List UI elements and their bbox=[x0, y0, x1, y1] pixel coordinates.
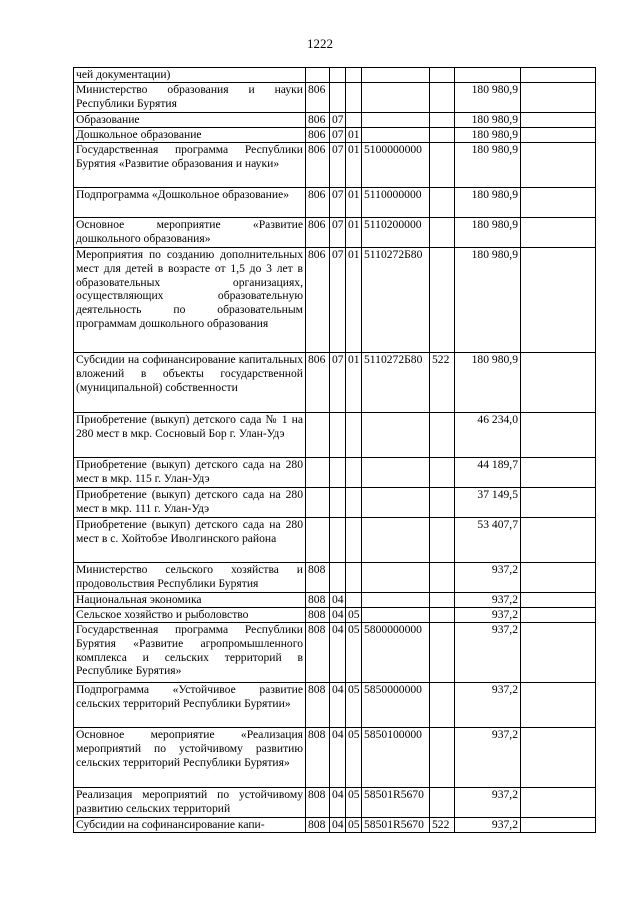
subsection-code: 01 bbox=[346, 218, 362, 248]
table-row bbox=[74, 593, 596, 608]
ministry-code: 808 bbox=[306, 608, 330, 623]
amount: 937,2 bbox=[455, 608, 521, 623]
row-name: Подпрограмма «Дошкольное образование» bbox=[74, 188, 306, 218]
amount: 37 149,5 bbox=[455, 488, 521, 518]
expense-type-code bbox=[430, 143, 455, 188]
section-code: 04 bbox=[330, 623, 346, 683]
subsection-code: 01 bbox=[346, 188, 362, 218]
extra-cell bbox=[521, 188, 596, 218]
table-row bbox=[74, 83, 596, 113]
expense-type-code bbox=[430, 413, 455, 458]
subsection-code bbox=[346, 113, 362, 128]
row-name: Национальная экономика bbox=[74, 593, 306, 608]
subsection-code: 01 bbox=[346, 143, 362, 188]
ministry-code: 806 bbox=[306, 143, 330, 188]
extra-cell bbox=[521, 218, 596, 248]
subsection-code: 05 bbox=[346, 683, 362, 728]
subsection-code: 01 bbox=[346, 128, 362, 143]
expense-type-code bbox=[430, 563, 455, 593]
table-row bbox=[74, 623, 596, 683]
amount: 937,2 bbox=[455, 683, 521, 728]
ministry-code: 806 bbox=[306, 188, 330, 218]
subsection-code: 05 bbox=[346, 788, 362, 818]
subsection-code: 05 bbox=[346, 623, 362, 683]
expense-type-code bbox=[430, 188, 455, 218]
table-row bbox=[74, 353, 596, 413]
table-row bbox=[74, 128, 596, 143]
extra-cell bbox=[521, 623, 596, 683]
subsection-code: 05 bbox=[346, 728, 362, 788]
ministry-code: 808 bbox=[306, 788, 330, 818]
row-name: Приобретение (выкуп) детского сада на 280 мест в мкр. 115 г. Улан-Удэ bbox=[74, 458, 306, 488]
ministry-code: 808 bbox=[306, 563, 330, 593]
section-code: 04 bbox=[330, 728, 346, 788]
section-code: 07 bbox=[330, 113, 346, 128]
expense-type-code bbox=[430, 683, 455, 728]
amount: 46 234,0 bbox=[455, 413, 521, 458]
amount: 180 980,9 bbox=[455, 128, 521, 143]
table-row bbox=[74, 728, 596, 788]
subsection-code: 01 bbox=[346, 353, 362, 413]
amount: 180 980,9 bbox=[455, 248, 521, 353]
target-article-code bbox=[362, 518, 430, 563]
ministry-code: 806 bbox=[306, 248, 330, 353]
table-row bbox=[74, 218, 596, 248]
amount: 180 980,9 bbox=[455, 218, 521, 248]
table-row bbox=[74, 143, 596, 188]
table-row bbox=[74, 788, 596, 818]
section-code: 07 bbox=[330, 128, 346, 143]
subsection-code bbox=[346, 68, 362, 83]
table-row bbox=[74, 488, 596, 518]
page-number: 1222 bbox=[307, 36, 333, 51]
section-code bbox=[330, 563, 346, 593]
table-row bbox=[74, 248, 596, 353]
row-name: Основное мероприятие «Реализация мероприятий по устойчивому развитию сельских территорий Республики Бурятия» bbox=[74, 728, 306, 788]
row-name: Сельское хозяйство и рыболовство bbox=[74, 608, 306, 623]
amount bbox=[455, 68, 521, 83]
extra-cell bbox=[521, 248, 596, 353]
target-article-code bbox=[362, 488, 430, 518]
row-name: Дошкольное образование bbox=[74, 128, 306, 143]
target-article-code bbox=[362, 413, 430, 458]
row-name: Министерство сельского хозяйства и продовольствия Республики Бурятия bbox=[74, 563, 306, 593]
subsection-code bbox=[346, 563, 362, 593]
budget-table-body bbox=[74, 68, 596, 833]
section-code: 04 bbox=[330, 608, 346, 623]
section-code bbox=[330, 458, 346, 488]
section-code: 07 bbox=[330, 218, 346, 248]
extra-cell bbox=[521, 458, 596, 488]
row-name: Реализация мероприятий по устойчивому развитию сельских территорий bbox=[74, 788, 306, 818]
expense-type-code bbox=[430, 248, 455, 353]
ministry-code: 806 bbox=[306, 83, 330, 113]
expense-type-code bbox=[430, 218, 455, 248]
target-article-code: 5110200000 bbox=[362, 218, 430, 248]
section-code: 04 bbox=[330, 788, 346, 818]
section-code: 07 bbox=[330, 353, 346, 413]
target-article-code: 58501R5670 bbox=[362, 788, 430, 818]
extra-cell bbox=[521, 728, 596, 788]
expense-type-code bbox=[430, 623, 455, 683]
section-code: 07 bbox=[330, 188, 346, 218]
table-row bbox=[74, 68, 596, 83]
ministry-code: 806 bbox=[306, 353, 330, 413]
budget-table bbox=[73, 67, 596, 833]
amount: 937,2 bbox=[455, 818, 521, 833]
target-article-code bbox=[362, 563, 430, 593]
section-code: 04 bbox=[330, 683, 346, 728]
ministry-code: 806 bbox=[306, 113, 330, 128]
amount: 180 980,9 bbox=[455, 143, 521, 188]
subsection-code: 05 bbox=[346, 818, 362, 833]
row-name: Приобретение (выкуп) детского сада на 280 мест в мкр. 111 г. Улан-Удэ bbox=[74, 488, 306, 518]
table-row bbox=[74, 458, 596, 488]
ministry-code bbox=[306, 518, 330, 563]
subsection-code bbox=[346, 413, 362, 458]
row-name: Образование bbox=[74, 113, 306, 128]
table-row bbox=[74, 188, 596, 218]
target-article-code: 5800000000 bbox=[362, 623, 430, 683]
extra-cell bbox=[521, 608, 596, 623]
target-article-code: 5850100000 bbox=[362, 728, 430, 788]
row-name: Государственная программа Республики Бурятия «Развитие агропромышленного комплекса и сельских территорий в Республике Бурятия» bbox=[74, 623, 306, 683]
section-code: 04 bbox=[330, 818, 346, 833]
expense-type-code bbox=[430, 488, 455, 518]
subsection-code bbox=[346, 83, 362, 113]
target-article-code: 5850000000 bbox=[362, 683, 430, 728]
row-name: Основное мероприятие «Развитие дошкольного образования» bbox=[74, 218, 306, 248]
extra-cell bbox=[521, 818, 596, 833]
subsection-code: 01 bbox=[346, 248, 362, 353]
row-name: Приобретение (выкуп) детского сада на 280 мест в с. Хойтобэе Иволгинского района bbox=[74, 518, 306, 563]
extra-cell bbox=[521, 683, 596, 728]
table-row bbox=[74, 608, 596, 623]
target-article-code: 5110272Б80 bbox=[362, 248, 430, 353]
expense-type-code bbox=[430, 518, 455, 563]
amount: 937,2 bbox=[455, 728, 521, 788]
row-name: Субсидии на софинансирование капи- bbox=[74, 818, 306, 833]
ministry-code bbox=[306, 458, 330, 488]
table-row bbox=[74, 518, 596, 563]
section-code bbox=[330, 68, 346, 83]
extra-cell bbox=[521, 83, 596, 113]
amount: 937,2 bbox=[455, 623, 521, 683]
subsection-code bbox=[346, 458, 362, 488]
expense-type-code bbox=[430, 728, 455, 788]
section-code bbox=[330, 518, 346, 563]
row-name: чей документации) bbox=[74, 68, 306, 83]
expense-type-code: 522 bbox=[430, 818, 455, 833]
row-name: Министерство образования и науки Республики Бурятия bbox=[74, 83, 306, 113]
section-code bbox=[330, 413, 346, 458]
subsection-code bbox=[346, 488, 362, 518]
extra-cell bbox=[521, 68, 596, 83]
extra-cell bbox=[521, 413, 596, 458]
expense-type-code: 522 bbox=[430, 353, 455, 413]
amount: 937,2 bbox=[455, 788, 521, 818]
target-article-code: 5110000000 bbox=[362, 188, 430, 218]
subsection-code bbox=[346, 593, 362, 608]
target-article-code: 58501R5670 bbox=[362, 818, 430, 833]
ministry-code: 808 bbox=[306, 593, 330, 608]
ministry-code bbox=[306, 488, 330, 518]
section-code bbox=[330, 488, 346, 518]
target-article-code: 5110272Б80 bbox=[362, 353, 430, 413]
expense-type-code bbox=[430, 458, 455, 488]
expense-type-code bbox=[430, 593, 455, 608]
expense-type-code bbox=[430, 68, 455, 83]
target-article-code bbox=[362, 83, 430, 113]
target-article-code: 5100000000 bbox=[362, 143, 430, 188]
amount: 180 980,9 bbox=[455, 113, 521, 128]
row-name: Приобретение (выкуп) детского сада № 1 на 280 мест в мкр. Сосновый Бор г. Улан-Удэ bbox=[74, 413, 306, 458]
ministry-code: 808 bbox=[306, 818, 330, 833]
expense-type-code bbox=[430, 113, 455, 128]
amount: 180 980,9 bbox=[455, 188, 521, 218]
extra-cell bbox=[521, 788, 596, 818]
extra-cell bbox=[521, 518, 596, 563]
row-name: Государственная программа Республики Бурятия «Развитие образования и науки» bbox=[74, 143, 306, 188]
row-name: Подпрограмма «Устойчивое развитие сельских территорий Республики Бурятии» bbox=[74, 683, 306, 728]
expense-type-code bbox=[430, 128, 455, 143]
section-code bbox=[330, 83, 346, 113]
extra-cell bbox=[521, 143, 596, 188]
expense-type-code bbox=[430, 608, 455, 623]
expense-type-code bbox=[430, 83, 455, 113]
amount: 937,2 bbox=[455, 563, 521, 593]
target-article-code bbox=[362, 458, 430, 488]
target-article-code bbox=[362, 593, 430, 608]
subsection-code: 05 bbox=[346, 608, 362, 623]
extra-cell bbox=[521, 113, 596, 128]
target-article-code bbox=[362, 608, 430, 623]
table-row bbox=[74, 113, 596, 128]
table-row bbox=[74, 818, 596, 833]
extra-cell bbox=[521, 488, 596, 518]
extra-cell bbox=[521, 563, 596, 593]
ministry-code: 808 bbox=[306, 728, 330, 788]
table-row bbox=[74, 683, 596, 728]
section-code: 07 bbox=[330, 143, 346, 188]
section-code: 04 bbox=[330, 593, 346, 608]
ministry-code bbox=[306, 413, 330, 458]
row-name: Мероприятия по созданию дополнительных мест для детей в возрасте от 1,5 до 3 лет в образовательных организациях, осуществляющих образовательную деятельность по образовательным программам дошкольного образования bbox=[74, 248, 306, 353]
section-code: 07 bbox=[330, 248, 346, 353]
target-article-code bbox=[362, 113, 430, 128]
ministry-code: 806 bbox=[306, 128, 330, 143]
ministry-code: 808 bbox=[306, 683, 330, 728]
target-article-code bbox=[362, 128, 430, 143]
extra-cell bbox=[521, 353, 596, 413]
amount: 53 407,7 bbox=[455, 518, 521, 563]
amount: 180 980,9 bbox=[455, 83, 521, 113]
target-article-code bbox=[362, 68, 430, 83]
ministry-code: 806 bbox=[306, 218, 330, 248]
table-row bbox=[74, 413, 596, 458]
ministry-code bbox=[306, 68, 330, 83]
extra-cell bbox=[521, 593, 596, 608]
amount: 937,2 bbox=[455, 593, 521, 608]
amount: 44 189,7 bbox=[455, 458, 521, 488]
row-name: Субсидии на софинансирование капитальных вложений в объекты государственной (муниципальной) собственности bbox=[74, 353, 306, 413]
expense-type-code bbox=[430, 788, 455, 818]
ministry-code: 808 bbox=[306, 623, 330, 683]
table-row bbox=[74, 563, 596, 593]
extra-cell bbox=[521, 128, 596, 143]
amount: 180 980,9 bbox=[455, 353, 521, 413]
subsection-code bbox=[346, 518, 362, 563]
